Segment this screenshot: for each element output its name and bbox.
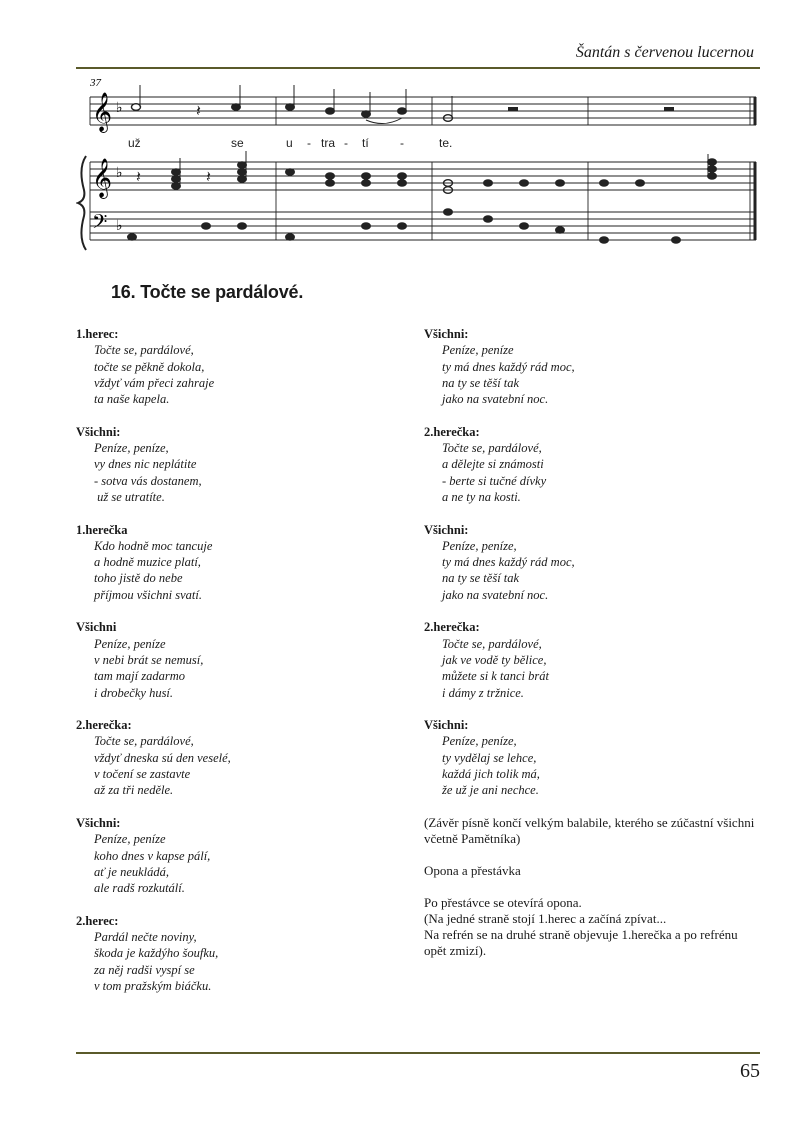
lyrics-right-column bbox=[424, 326, 769, 975]
verse-line: jako na svatební noc. bbox=[442, 587, 549, 602]
speaker-label: Všichni: bbox=[424, 718, 469, 733]
verse-line: Peníze, peníze, bbox=[442, 734, 517, 749]
verse-line: ať je neukládá, bbox=[94, 864, 170, 879]
lyric-syllable: tí bbox=[362, 136, 369, 150]
verse-line: vždyť dneska sú den veselé, bbox=[94, 750, 231, 765]
verse-line: až za tři neděle. bbox=[94, 783, 174, 798]
stanza bbox=[76, 522, 426, 603]
lyric-syllable: u bbox=[286, 136, 293, 150]
verse-line: a dělejte si známosti bbox=[442, 457, 544, 472]
measure-number: 37 bbox=[90, 77, 101, 89]
verse-line: tam mají zadarmo bbox=[94, 669, 185, 684]
lyric-syllable: - bbox=[344, 136, 348, 150]
footer-rule bbox=[76, 1052, 760, 1054]
note-line: (Závěr písně končí velkým balabile, kterého se zúčastní všichni bbox=[424, 814, 755, 830]
verse-line: vy dnes nic neplátite bbox=[94, 457, 197, 472]
speaker-label: Všichni: bbox=[424, 327, 469, 341]
stanza bbox=[76, 326, 426, 407]
vocal-staff bbox=[90, 97, 756, 125]
verse-line: Peníze, peníze bbox=[94, 636, 166, 651]
stanza bbox=[76, 815, 426, 896]
verse-line: příjmou všichni svatí. bbox=[94, 587, 202, 602]
verse-line: Pardál nečte noviny, bbox=[94, 929, 197, 944]
verse-line: - sotva vás dostanem, bbox=[94, 473, 202, 488]
treble-clef-icon: 𝄞 bbox=[92, 92, 113, 132]
stanza bbox=[424, 717, 769, 798]
running-title: Šantán s červenou lucernou bbox=[575, 44, 754, 61]
stage-direction bbox=[424, 863, 769, 879]
verse-line: Točte se, pardálové, bbox=[94, 343, 194, 358]
speaker-label: 2.herečka: bbox=[424, 620, 480, 635]
note-line: (Na jedné straně stojí 1.herec a začíná zpívat... bbox=[424, 910, 667, 926]
stanza bbox=[76, 424, 426, 505]
verse-line: v točení se zastavte bbox=[94, 767, 191, 782]
verse-line: Točte se, pardálové, bbox=[94, 734, 194, 749]
stage-direction bbox=[424, 815, 769, 847]
verse-line: jak ve vodě ty bělice, bbox=[442, 652, 547, 667]
verse-line: a hodně muzice platí, bbox=[94, 555, 201, 570]
verse-line: ale radš rozkutálí. bbox=[94, 881, 185, 896]
svg-text:𝄽: 𝄽 bbox=[206, 167, 211, 186]
verse-line: na ty se těší tak bbox=[442, 375, 520, 390]
lyric-syllable: už bbox=[128, 136, 141, 150]
verse-line: za něj radši vyspí se bbox=[94, 962, 195, 977]
note-line: Opona a přestávka bbox=[424, 862, 521, 878]
speaker-label: 2.herečka: bbox=[76, 718, 132, 733]
verse-line: v tom pražským biáčku. bbox=[94, 978, 212, 993]
speaker-label: Všichni: bbox=[76, 424, 121, 439]
speaker-label: 1.herec: bbox=[76, 327, 119, 341]
note-line: Po přestávce se otevírá opona. bbox=[424, 894, 582, 910]
verse-line: - berte si tučné dívky bbox=[442, 473, 547, 488]
verse-line: ty má dnes každý rád moc, bbox=[442, 555, 575, 570]
song-title: 16. Točte se pardálové. bbox=[111, 282, 304, 302]
speaker-label: Všichni: bbox=[76, 815, 121, 830]
header-rule bbox=[76, 67, 760, 69]
piano-bass-staff bbox=[90, 162, 756, 240]
verse-line: na ty se těší tak bbox=[442, 571, 520, 586]
speaker-label: 1.herečka bbox=[76, 522, 128, 537]
flat-icon: ♭ bbox=[116, 100, 123, 116]
music-score bbox=[76, 72, 766, 262]
verse-line: každá jich tolik má, bbox=[442, 767, 540, 782]
stage-direction bbox=[424, 895, 769, 959]
stanza bbox=[76, 619, 426, 700]
lyric-syllable: te. bbox=[439, 136, 453, 150]
lyric-syllable: se bbox=[231, 136, 244, 150]
stanza bbox=[424, 619, 769, 700]
verse-line: a ne ty na kosti. bbox=[442, 489, 521, 504]
note-line: Na refrén se na druhé straně objevuje 1.herečka a po refrénu bbox=[424, 926, 738, 942]
treble-clef-icon: 𝄞 bbox=[92, 158, 113, 198]
stanza bbox=[76, 717, 426, 798]
verse-line: jako na svatební noc. bbox=[442, 392, 549, 407]
bass-clef-icon: 𝄢 bbox=[92, 210, 108, 238]
verse-line: Točte se, pardálové, bbox=[442, 636, 542, 651]
svg-text:𝄽: 𝄽 bbox=[136, 167, 141, 186]
verse-line: Peníze, peníze bbox=[442, 343, 514, 358]
verse-line: Peníze, peníze bbox=[94, 832, 166, 847]
note-line: opět zmizí). bbox=[424, 942, 487, 958]
lyrics-left-column bbox=[76, 326, 426, 1010]
svg-text:𝄽: 𝄽 bbox=[196, 101, 201, 120]
verse-line: že už je ani nechce. bbox=[442, 783, 539, 798]
verse-line: toho jistě do nebe bbox=[94, 571, 183, 586]
verse-line: škoda je každýho šoufku, bbox=[94, 946, 219, 961]
verse-line: ty vydělaj se lehce, bbox=[442, 750, 537, 765]
stanza bbox=[424, 424, 769, 505]
verse-line: můžete si k tanci brát bbox=[442, 669, 549, 684]
piano-notes bbox=[128, 151, 717, 243]
lyric-syllable: - bbox=[307, 136, 311, 150]
verse-line: Peníze, peníze, bbox=[442, 538, 517, 553]
flat-icon: ♭ bbox=[116, 165, 123, 181]
verse-line: i drobečky husí. bbox=[94, 685, 174, 700]
verse-line: ta naše kapela. bbox=[94, 392, 170, 407]
speaker-label: Všichni: bbox=[424, 522, 469, 537]
stanza bbox=[76, 913, 426, 994]
speaker-label: 2.herec: bbox=[76, 913, 119, 928]
verse-line: Kdo hodně moc tancuje bbox=[94, 538, 213, 553]
page-number: 65 bbox=[740, 1060, 760, 1082]
verse-line: koho dnes v kapse pálí, bbox=[94, 848, 211, 863]
verse-line: už se utratíte. bbox=[94, 489, 165, 504]
verse-line: točte se pěkně dokola, bbox=[94, 359, 205, 374]
verse-line: v nebi brát se nemusí, bbox=[94, 652, 204, 667]
stanza bbox=[424, 326, 769, 407]
speaker-label: Všichni bbox=[76, 620, 117, 635]
note-line: včetně Pamětníka) bbox=[424, 830, 521, 846]
lyric-syllable: - bbox=[400, 136, 404, 150]
piano-treble-staff bbox=[90, 162, 756, 190]
flat-icon: ♭ bbox=[116, 218, 123, 234]
verse-line: Točte se, pardálové, bbox=[442, 441, 542, 456]
verse-line: ty má dnes každý rád moc, bbox=[442, 359, 575, 374]
verse-line: i dámy z tržnice. bbox=[442, 685, 524, 700]
speaker-label: 2.herečka: bbox=[424, 424, 480, 439]
brace-icon bbox=[78, 156, 86, 250]
stanza bbox=[424, 522, 769, 603]
verse-line: Peníze, peníze, bbox=[94, 441, 169, 456]
verse-line: vždyť vám přeci zahraje bbox=[94, 375, 215, 390]
lyric-syllable: tra bbox=[321, 136, 336, 150]
lyrics bbox=[128, 136, 452, 150]
